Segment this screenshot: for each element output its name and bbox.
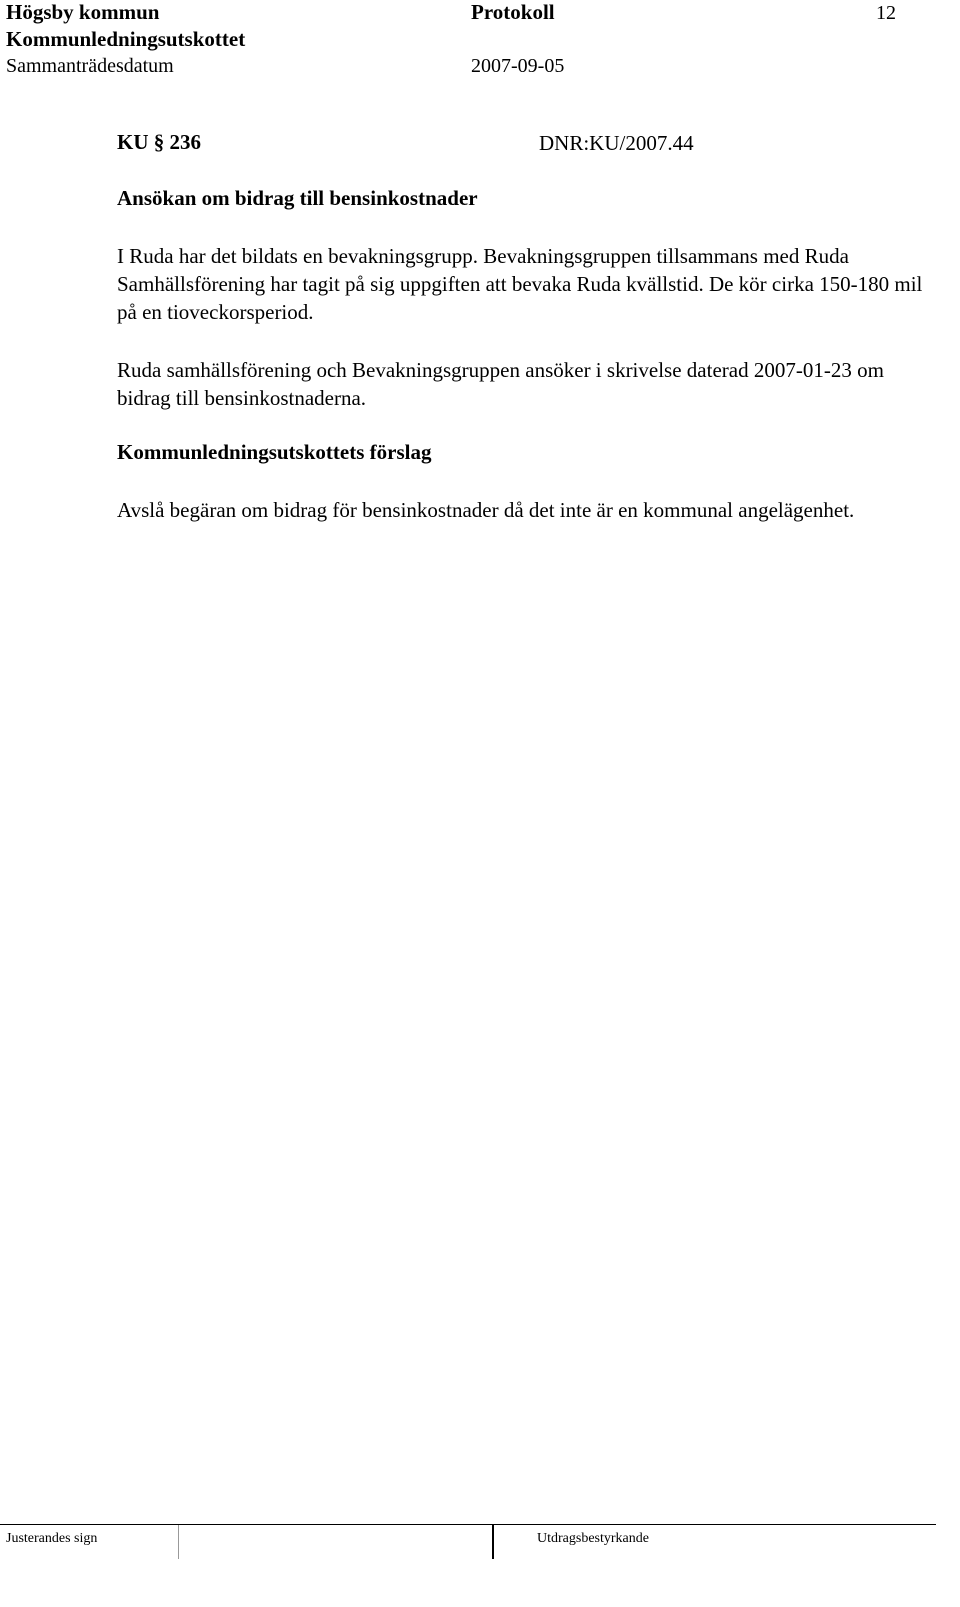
case-title: Ansökan om bidrag till bensinkostnader <box>117 186 478 210</box>
footer-divider-left <box>178 1525 179 1559</box>
footer-divider-right <box>492 1525 494 1559</box>
case-paragraph-2: Ruda samhällsförening och Bevakningsgruppen ansöker i skrivelse daterad 2007-01-23 om bidrag till bensinkostnaderna. <box>117 358 884 410</box>
extract-certification-label: Utdragsbestyrkande <box>537 1531 649 1546</box>
case-dnr: DNR:KU/2007.44 <box>539 131 694 155</box>
meeting-date-value: 2007-09-05 <box>471 55 565 77</box>
signature-label: Justerandes sign <box>6 1531 98 1546</box>
case-number: KU § 236 <box>117 130 201 154</box>
page-number: 12 <box>876 2 896 24</box>
proposal-heading: Kommunledningsutskottets förslag <box>117 440 432 464</box>
document-type: Protokoll <box>471 0 555 24</box>
footer-rule <box>0 1524 936 1525</box>
case-paragraph-1: I Ruda har det bildats en bevakningsgrupp. Bevakningsgruppen tillsammans med Ruda Samhällsförening har tagit på sig uppgiften att bevaka Ruda kvällstid. De kör cirka 150-180 mil på en tioveckorsperiod. <box>117 244 923 324</box>
municipality-name: Högsby kommun <box>6 0 160 24</box>
committee-name: Kommunledningsutskottet <box>6 27 246 51</box>
proposal-text: Avslå begäran om bidrag för bensinkostnader då det inte är en kommunal angelägenhet. <box>117 498 855 522</box>
meeting-date-label: Sammanträdesdatum <box>6 55 174 77</box>
